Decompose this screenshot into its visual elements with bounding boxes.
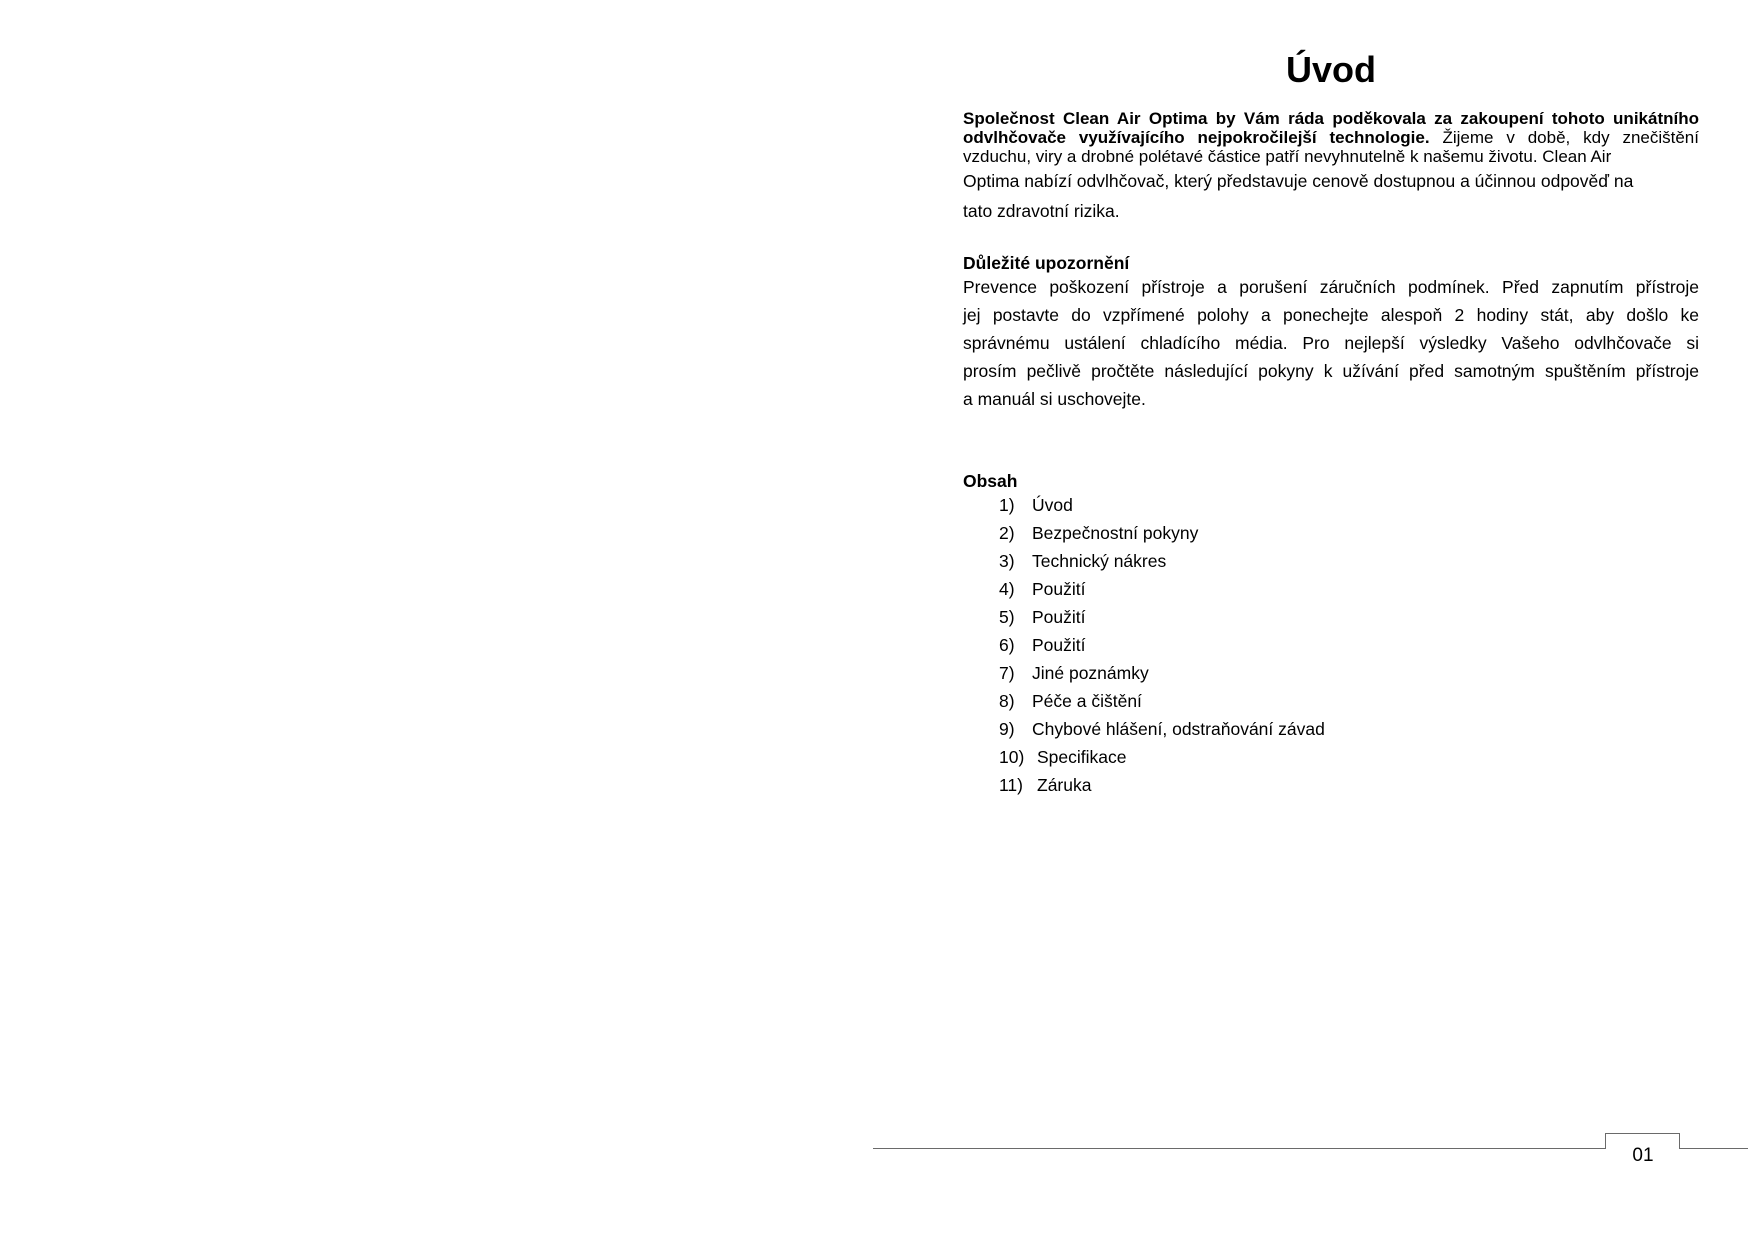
toc-item-number: 9): [999, 719, 1015, 739]
toc-item: [999, 631, 1325, 659]
toc-item-number: 1): [999, 495, 1015, 515]
intro-paragraph: [963, 109, 1699, 226]
intro-line: tato zdravotní rizika.: [963, 201, 1120, 221]
toc-item: [999, 547, 1325, 575]
toc-item: [999, 603, 1325, 631]
page-number: 01: [1632, 1145, 1654, 1166]
notice-line: prosím pečlivě pročtěte následující pokyny k užívání před samotným spuštěním přístroje: [963, 361, 1699, 381]
toc-item-number: 6): [999, 635, 1015, 655]
toc-item-number: 3): [999, 551, 1015, 571]
intro-line: vzduchu, viry a drobné polétavé částice patří nevyhnutelně k našemu životu. Clean Air: [963, 147, 1612, 166]
intro-text: Žijeme v době, kdy znečištění: [1429, 128, 1699, 147]
toc-item-label: Použití: [1032, 635, 1086, 655]
toc-item: [999, 575, 1325, 603]
notice-paragraph: [963, 273, 1699, 413]
toc-item-number: 11): [999, 775, 1023, 795]
table-of-contents: [999, 491, 1325, 799]
notice-heading: Důležité upozornění: [963, 253, 1130, 273]
toc-item: [999, 687, 1325, 715]
toc-item: [999, 771, 1325, 799]
page-title: Úvod: [1286, 49, 1376, 90]
toc-item: [999, 491, 1325, 519]
footer-rule: [873, 1148, 1605, 1149]
toc-item-label: Bezpečnostní pokyny: [1032, 523, 1199, 543]
toc-item: [999, 743, 1325, 771]
toc-item-number: 8): [999, 691, 1015, 711]
notice-line: jej postavte do vzpřímené polohy a ponechejte alespoň 2 hodiny stát, aby došlo ke: [963, 305, 1699, 325]
toc-item-number: 2): [999, 523, 1015, 543]
toc-item: [999, 659, 1325, 687]
intro-line: [963, 128, 1699, 147]
intro-bold-text: odvlhčovače využívajícího nejpokročilejší technologie.: [963, 128, 1430, 147]
intro-line: Optima nabízí odvlhčovač, který představuje cenově dostupnou a účinnou odpověď na: [963, 171, 1634, 191]
toc-item: [999, 519, 1325, 547]
toc-item-number: 5): [999, 607, 1015, 627]
toc-item-label: Technický nákres: [1032, 551, 1167, 571]
intro-line: Společnost Clean Air Optima by Vám ráda poděkovala za zakoupení tohoto unikátního: [963, 109, 1699, 128]
notice-line: správnému ustálení chladícího média. Pro nejlepší výsledky Vašeho odvlhčovače si: [963, 333, 1699, 353]
toc-item-label: Specifikace: [1037, 747, 1127, 767]
footer-rule: [1680, 1148, 1748, 1149]
toc-item-number: 7): [999, 663, 1015, 683]
toc-item-label: Úvod: [1032, 495, 1073, 515]
notice-line: Prevence poškození přístroje a porušení záručních podmínek. Před zapnutím přístroje: [963, 277, 1699, 297]
toc-item-label: Jiné poznámky: [1032, 663, 1149, 683]
toc-item-label: Záruka: [1037, 775, 1092, 795]
toc-item: [999, 715, 1325, 743]
toc-item-label: Použití: [1032, 579, 1086, 599]
toc-item-label: Použití: [1032, 607, 1086, 627]
toc-item-label: Chybové hlášení, odstraňování závad: [1032, 719, 1325, 739]
notice-line: a manuál si uschovejte.: [963, 389, 1146, 409]
toc-item-number: 4): [999, 579, 1015, 599]
toc-item-label: Péče a čištění: [1032, 691, 1142, 711]
toc-item-number: 10): [999, 747, 1025, 767]
toc-heading: Obsah: [963, 471, 1018, 491]
